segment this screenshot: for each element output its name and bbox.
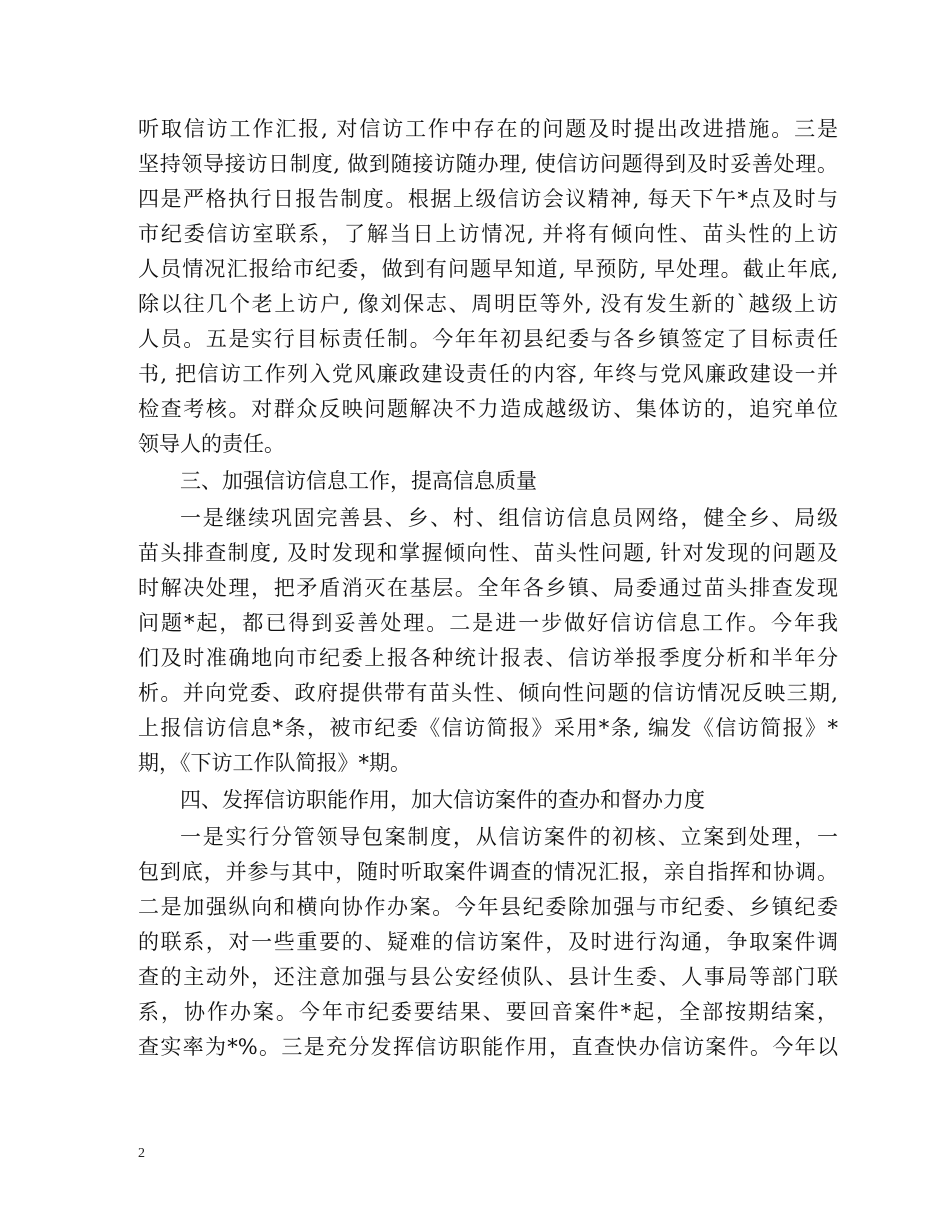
text-line: 问题*起，都已得到妥善处理。二是进一步做好信访信息工作。今年我 [138,611,838,635]
text-line: 人员情况汇报给市纪委，做到有问题早知道, 早预防, 早处理。截止年底, [138,257,838,281]
text-line: 三、加强信访信息工作，提高信息质量 [180,469,537,493]
text-line: 一是实行分管领导包案制度，从信访案件的初核、立案到处理，一 [180,825,838,849]
text-line: 查实率为*%。三是充分发挥信访职能作用，直查快办信访案件。今年以 [138,1035,838,1059]
text-line: 期，《下访工作队简报》*期。 [138,751,411,775]
text-line: 人员。五是实行目标责任制。今年年初县纪委与各乡镇签定了目标责任 [138,327,838,351]
text-line: 市纪委信访室联系，了解当日上访情况, 并将有倾向性、苗头性的上访 [138,222,838,246]
text-line: 听取信访工作汇报, 对信访工作中存在的问题及时提出改进措施。三是 [138,117,838,141]
text-line: 领导人的责任。 [138,432,285,456]
text-line: 析。并向党委、政府提供带有苗头性、倾向性问题的信访情况反映三期, [138,681,838,705]
text-line: 四、发挥信访职能作用，加大信访案件的查办和督办力度 [180,788,705,812]
text-line: 四是严格执行日报告制度。根据上级信访会议精神, 每天下午*点及时与 [138,187,838,211]
text-line: 一是继续巩固完善县、乡、村、组信访信息员网络，健全乡、局级 [180,506,838,530]
text-line: 上报信访信息*条，被市纪委《信访简报》采用*条, 编发《信访简报》* [138,716,838,740]
text-line: 书, 把信访工作列入党风廉政建设责任的内容, 年终与党风廉政建设一并 [138,362,838,386]
text-line: 苗头排查制度, 及时发现和掌握倾向性、苗头性问题, 针对发现的问题及 [138,541,838,565]
text-line: 坚持领导接访日制度, 做到随接访随办理, 使信访问题得到及时妥善处理。 [138,152,838,176]
text-line: 除以往几个老上访户, 像刘保志、周明臣等外, 没有发生新的`越级上访 [138,292,838,316]
text-line: 包到底，并参与其中，随时听取案件调查的情况汇报，亲自指挥和协调。 [138,860,838,884]
text-line: 检查考核。对群众反映问题解决不力造成越级访、集体访的，追究单位 [138,397,838,421]
text-line: 系，协作办案。今年市纪委要结果、要回音案件*起，全部按期结案， [138,1000,838,1024]
text-line: 们及时准确地向市纪委上报各种统计报表、信访举报季度分析和半年分 [138,646,838,670]
text-line: 二是加强纵向和横向协作办案。今年县纪委除加强与市纪委、乡镇纪委 [138,895,838,919]
text-line: 时解决处理，把矛盾消灭在基层。全年各乡镇、局委通过苗头排查发现 [138,576,838,600]
page-number: 2 [138,1146,145,1161]
text-line: 的联系，对一些重要的、疑难的信访案件，及时进行沟通，争取案件调 [138,930,838,954]
text-line: 查的主动外，还注意加强与县公安经侦队、县计生委、人事局等部门联 [138,965,838,989]
